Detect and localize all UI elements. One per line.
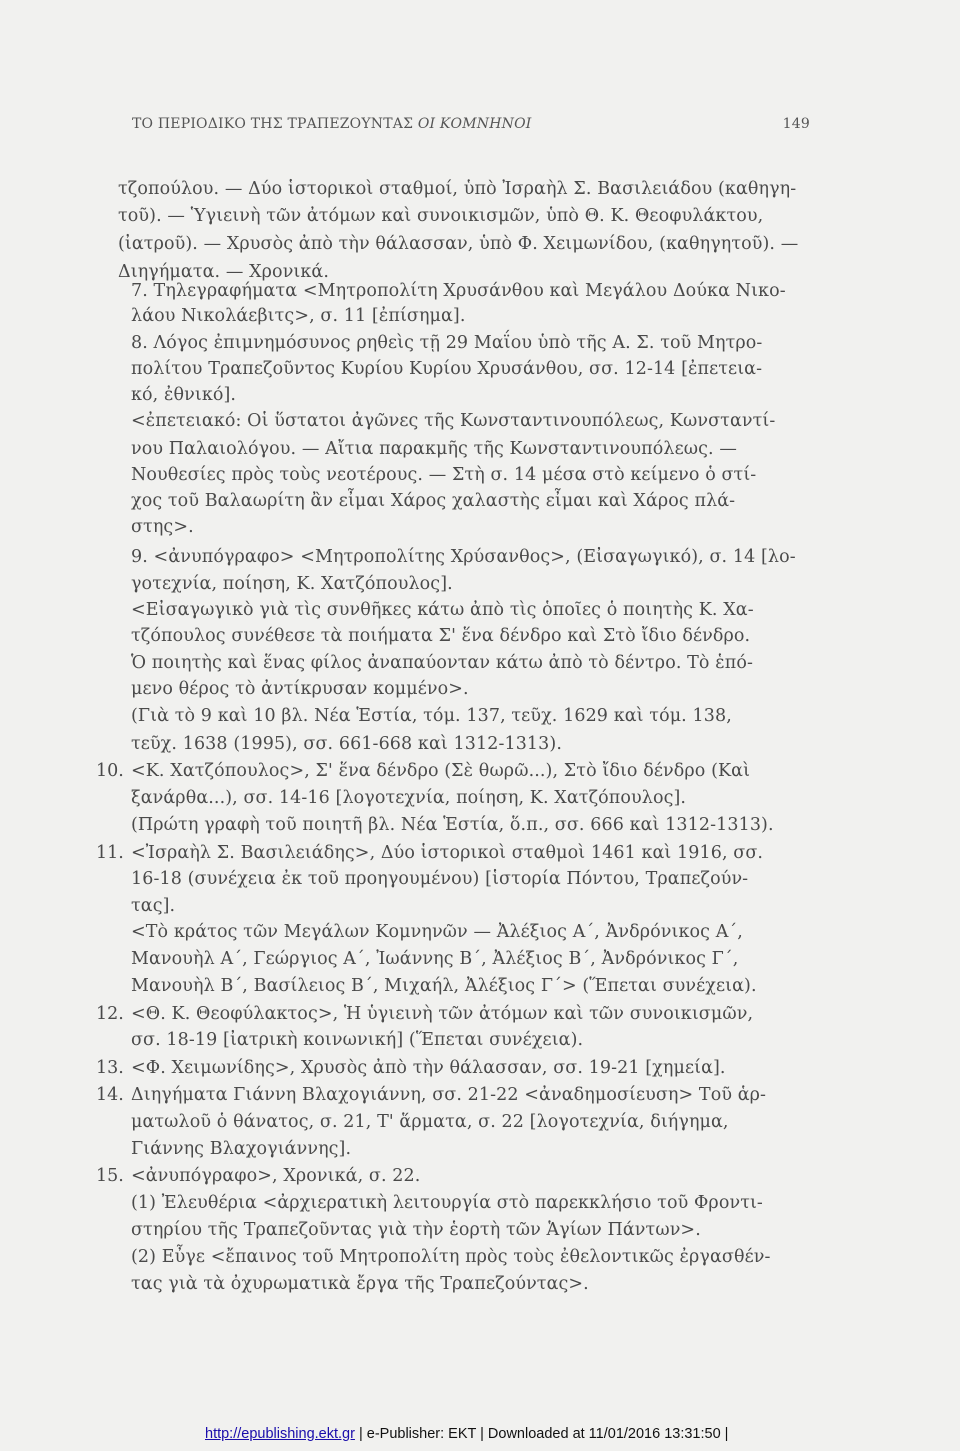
text-line: τεῦχ. 1638 (1995), σσ. 661-668 καὶ 1312-1313). [131, 734, 562, 754]
text-line: λάου Νικολάεβιτς>, σ. 11 [ἐπίσημα]. [131, 306, 466, 326]
text-line: νου Παλαιολόγου. — Αἴτια παρακμῆς τῆς Κωνσταντινουπόλεως. — [131, 439, 737, 459]
running-header [132, 116, 810, 140]
text-line: Ὁ ποιητὴς καὶ ἕνας φίλος ἀναπαύονταν κάτω ἀπὸ τὸ δέντρο. Τὸ ἑπό- [131, 653, 753, 673]
text-line: μενο θέρος τὸ ἀντίκρυσαν κομμένο>. [131, 679, 469, 699]
text-line: στης>. [131, 517, 194, 537]
text-line: τζοπούλου. — Δύο ἱστορικοὶ σταθμοί, ὑπὸ Ἰσραὴλ Σ. Βασιλειάδου (καθηγη- [118, 179, 797, 199]
text-line: <Φ. Χειμωνίδης>, Χρυσὸς ἀπὸ τὴν θάλασσαν, σσ. 19-21 [χημεία]. [131, 1058, 726, 1078]
text-line: πολίτου Τραπεζοῦντος Κυρίου Κυρίου Χρυσάνθου, σσ. 12-14 [ἐπετεια- [131, 359, 763, 379]
text-line: 7. Τηλεγραφήματα <Μητροπολίτη Χρυσάνθου καὶ Μεγάλου Δούκα Νικο- [131, 281, 786, 301]
entry-number: 14. [96, 1085, 124, 1105]
text-line: (1) Ἐλευθέρια <ἀρχιερατικὴ λειτουργία στὸ παρεκκλήσιο τοῦ Φροντι- [131, 1193, 763, 1213]
text-line: Γιάννης Βλαχογιάννης]. [131, 1139, 352, 1159]
text-line: Νουθεσίες πρὸς τοὺς νεοτέρους. — Στὴ σ. 14 μέσα στὸ κείμενο ὁ στί- [131, 465, 757, 485]
epublishing-link[interactable]: http://epublishing.ekt.gr [205, 1426, 355, 1442]
text-line: Διηγήματα Γιάννη Βλαχογιάννη, σσ. 21-22 <ἀναδημοσίευση> Τοῦ ἁρ- [131, 1085, 767, 1105]
text-line: Διηγήματα. — Χρονικά. [118, 262, 330, 282]
text-line: <Κ. Χατζόπουλος>, Σ' ἕνα δένδρο (Σὲ θωρῶ...), Στὸ ἴδιο δένδρο (Καὶ [131, 761, 751, 781]
text-line: <Εἰσαγωγικὸ γιὰ τὶς συνθῆκες κάτω ἀπὸ τὶς ὁποῖες ὁ ποιητὴς Κ. Χα- [131, 600, 754, 620]
text-line: τοῦ). — Ὑγιεινὴ τῶν ἀτόμων καὶ συνοικισμῶν, ὑπὸ Θ. Κ. Θεοφυλάκτου, [118, 206, 764, 226]
text-line: <Τὸ κράτος τῶν Μεγάλων Κομνηνῶν — Ἀλέξιος Α΄, Ἀνδρόνικος Α΄, [131, 922, 743, 942]
footer-info: | e-Publisher: EKT | Downloaded at 11/01/2016 13:31:50 | [354, 1426, 729, 1442]
journal-title: ΤΟ ΠΕΡΙΟΔΙΚΟ ΤΗΣ ΤΡΑΠΕΖΟΥΝΤΑΣ ΟΙ ΚΟΜΝΗΝΟΙ [132, 116, 532, 132]
text-line: γοτεχνία, ποίηση, Κ. Χατζόπουλος]. [131, 574, 453, 594]
text-line: τας γιὰ τὰ ὀχυρωματικὰ ἔργα τῆς Τραπεζούντας>. [131, 1274, 589, 1294]
entry-number: 12. [96, 1004, 124, 1024]
entry-number: 15. [96, 1166, 124, 1186]
text-line: σσ. 18-19 [ἰατρικὴ κοινωνική] (Ἕπεται συνέχεια). [131, 1030, 584, 1050]
text-line: <ἐπετειακό: Οἱ ὕστατοι ἀγῶνες τῆς Κωνσταντινουπόλεως, Κωνσταντί- [131, 411, 776, 431]
text-line: κό, ἐθνικό]. [131, 385, 237, 405]
journal-title-italic: ΟΙ ΚΟΜΝΗΝΟΙ [417, 116, 532, 132]
text-line: (ἰατροῦ). — Χρυσὸς ἀπὸ τὴν θάλασσαν, ὑπὸ Φ. Χειμωνίδου, (καθηγητοῦ). — [118, 234, 799, 254]
text-line: 9. <ἀνυπόγραφο> <Μητροπολίτης Χρύσανθος>, (Εἰσαγωγικό), σ. 14 [λο- [131, 547, 796, 567]
text-line: στηρίου τῆς Τραπεζοῦντας γιὰ τὴν ἑορτὴ τῶν Ἁγίων Πάντων>. [131, 1220, 701, 1240]
page-number: 149 [782, 116, 810, 132]
text-line: (2) Εὖγε <ἔπαινος τοῦ Μητροπολίτη πρὸς τοὺς ἐθελοντικῶς ἐργασθέν- [131, 1247, 771, 1267]
text-line: <ἀνυπόγραφο>, Χρονικά, σ. 22. [131, 1166, 421, 1186]
text-line: ξανάρθα...), σσ. 14-16 [λογοτεχνία, ποίηση, Κ. Χατζόπουλος]. [131, 788, 687, 808]
text-line: Μανουὴλ Β΄, Βασίλειος Β΄, Μιχαήλ, Ἀλέξιος Γ΄> (Ἕπεται συνέχεια). [131, 976, 757, 996]
text-line: τζόπουλος συνέθεσε τὰ ποιήματα Σ' ἕνα δένδρο καὶ Στὸ ἴδιο δένδρο. [131, 626, 751, 646]
download-footer [205, 1426, 728, 1448]
text-line: Μανουὴλ Α΄, Γεώργιος Α΄, Ἰωάννης Β΄, Ἀλέξιος Β΄, Ἀνδρόνικος Γ΄, [131, 949, 739, 969]
entry-number: 11. [96, 843, 124, 863]
text-line: 8. Λόγος ἐπιμνημόσυνος ρηθεὶς τῇ 29 Μαΐου ὑπὸ τῆς Α. Σ. τοῦ Μητρο- [131, 333, 763, 353]
text-line: (Πρώτη γραφὴ τοῦ ποιητῆ βλ. Νέα Ἑστία, ὅ.π., σσ. 666 καὶ 1312-1313). [131, 815, 774, 835]
text-line: (Γιὰ τὸ 9 καὶ 10 βλ. Νέα Ἑστία, τόμ. 137, τεῦχ. 1629 καὶ τόμ. 138, [131, 706, 732, 726]
text-line: <Ἰσραὴλ Σ. Βασιλειάδης>, Δύο ἱστορικοὶ σταθμοὶ 1461 καὶ 1916, σσ. [131, 843, 764, 863]
text-line: 16-18 (συνέχεια ἐκ τοῦ προηγουμένου) [ἱστορία Πόντου, Τραπεζούν- [131, 869, 749, 889]
text-line: χος τοῦ Βαλαωρίτη ἂν εἶμαι Χάρος χαλαστὴς εἶμαι καὶ Χάρος πλά- [131, 491, 736, 511]
text-line: ματωλοῦ ὁ θάνατος, σ. 21, Τ' ἅρματα, σ. 22 [λογοτεχνία, διήγημα, [131, 1112, 729, 1132]
text-line: <Θ. Κ. Θεοφύλακτος>, Ἡ ὑγιεινὴ τῶν ἀτόμων καὶ τῶν συνοικισμῶν, [131, 1004, 754, 1024]
entry-number: 13. [96, 1058, 124, 1078]
text-line: τας]. [131, 896, 176, 916]
entry-number: 10. [96, 761, 124, 781]
